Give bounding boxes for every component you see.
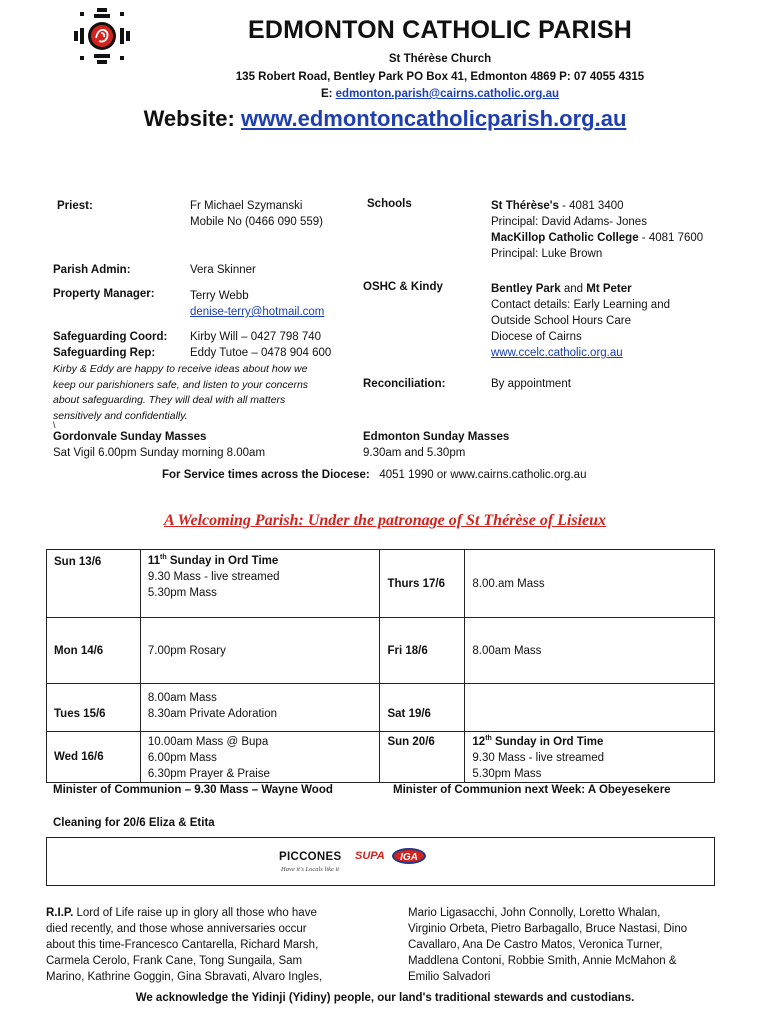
website-line: [0, 106, 770, 132]
school1-phone: - 4081 3400: [558, 200, 624, 212]
day-sun-20: Sun 20/6: [380, 732, 465, 783]
rip-left-column: R.I.P. Lord of Life raise up in glory all those who have died recently, and those whose anniversaries occur about this time-Francesco Cantarella, Richard Marsh, Carmela Cerolo, Frank Cane, Tong Sungaila, Sam Marino, Kathrine Goggin, Gina Sbravati, Alvaro Ingles,: [46, 907, 323, 983]
sat19-details: [465, 684, 715, 732]
table-row: [47, 732, 715, 783]
day-thurs-17: Thurs 17/6: [380, 550, 465, 618]
parish-email-line: [0, 88, 770, 100]
parish-title: EDMONTON CATHOLIC PARISH: [248, 16, 632, 44]
priest-label: Priest:: [57, 200, 93, 212]
edmonton-masses-label: Edmonton Sunday Masses: [363, 431, 510, 443]
mon14-details: 7.00pm Rosary: [140, 618, 380, 684]
iga-badge-icon: IGA: [392, 848, 426, 864]
manager-email-link[interactable]: denise-terry@hotmail.com: [190, 306, 325, 318]
fri18-details: 8.00am Mass: [465, 618, 715, 684]
school1-name: St Thérèse's: [491, 200, 559, 212]
table-row: [47, 618, 715, 684]
sun13-details: 11th Sunday in Ord Time 9.30 Mass - live streamed 5.30pm Mass: [140, 550, 380, 618]
oshc-bentley: Bentley Park: [491, 283, 561, 295]
oshc-line4: Diocese of Cairns: [491, 331, 582, 343]
day-wed-16: Wed 16/6: [47, 732, 141, 783]
school2-principal: Principal: Luke Brown: [491, 248, 603, 260]
safe-rep-label: Safeguarding Rep:: [53, 347, 156, 359]
tues15-details: 8.00am Mass 8.30am Private Adoration: [140, 684, 380, 732]
oshc-label: OSHC & Kindy: [363, 281, 443, 293]
safe-coord: Kirby Will – 0427 798 740: [190, 331, 322, 343]
oshc-line3: Outside School Hours Care: [491, 315, 631, 327]
safe-coord-label: Safeguarding Coord:: [53, 331, 168, 343]
admin-label: Parish Admin:: [53, 264, 131, 276]
oshc-mt-peter: Mt Peter: [586, 283, 632, 295]
day-tues-15: Tues 15/6: [47, 684, 141, 732]
gordonvale-times: Sat Vigil 6.00pm Sunday morning 8.00am: [53, 447, 266, 459]
gordonvale-label: Gordonvale Sunday Masses: [53, 431, 207, 443]
sponsor-name: PICCONES: [279, 851, 342, 863]
rip-label: R.I.P.: [46, 907, 74, 919]
ccelc-link[interactable]: www.ccelc.catholic.org.au: [491, 347, 623, 359]
stray-mark: \: [53, 420, 56, 430]
day-mon-14: Mon 14/6: [47, 618, 141, 684]
school2-phone: - 4081 7600: [638, 232, 704, 244]
rip-right-column: Mario Ligasacchi, John Connolly, Loretto Whalan, Virginio Orbeta, Pietro Barbagallo, Bruce Nastasi, Dino Cavallaro, Ana De Castro Matos, Veronica Turner, Maddlena Contoni, Robbie Smith, Annie McMahon & Emilio Salvadori: [408, 907, 688, 983]
manager-label: Property Manager:: [53, 288, 155, 300]
website-label: Website:: [143, 106, 235, 131]
reconciliation-value: By appointment: [491, 378, 571, 390]
church-name: St Thérèse Church: [388, 53, 492, 65]
piccones-iga-logo: [279, 848, 479, 878]
oshc-line2: Contact details: Early Learning and: [491, 299, 670, 311]
minister-this-week: Minister of Communion – 9.30 Mass – Wayne Wood: [53, 784, 333, 796]
diocese-line: [162, 469, 586, 481]
table-row: [47, 684, 715, 732]
minister-next-week: Minister of Communion next Week: A Obeyesekere: [393, 784, 671, 796]
day-sun-13: Sun 13/6: [47, 550, 141, 618]
table-row: [47, 550, 715, 618]
wed16-details: 10.00am Mass @ Bupa 6.00pm Mass 6.30pm Prayer & Praise: [140, 732, 380, 783]
sun20-details: 12th Sunday in Ord Time 9.30 Mass - live streamed 5.30pm Mass: [465, 732, 715, 783]
sponsor-tagline: Have it's Locals like it: [281, 866, 340, 873]
edmonton-masses-times: 9.30am and 5.30pm: [363, 447, 466, 459]
thurs17-details: 8.00.am Mass: [465, 550, 715, 618]
schools-label: Schools: [367, 198, 412, 210]
website-link[interactable]: www.edmontoncatholicparish.org.au: [240, 106, 627, 131]
priest-name: Fr Michael Szymanski: [190, 200, 303, 212]
safeguarding-note: Kirby & Eddy are happy to receive ideas about how we keep our parishioners safe, and listen to your concerns about safeguarding. They will deal with all matters sensitively and confidentially.: [53, 363, 309, 422]
safe-rep: Eddy Tutoe – 0478 904 600: [190, 347, 332, 359]
email-label: E:: [320, 88, 333, 100]
school2-name: MacKillop Catholic College: [491, 232, 639, 244]
day-fri-18: Fri 18/6: [380, 618, 465, 684]
day-sat-19: Sat 19/6: [380, 684, 465, 732]
acknowledgement: We acknowledge the Yidinji (Yidiny) people, our land's traditional stewards and custodians.: [135, 992, 635, 1004]
cleaning-roster: Cleaning for 20/6 Eliza & Etita: [53, 817, 215, 829]
diocese-value: 4051 1990 or www.cairns.catholic.org.au: [379, 469, 587, 481]
admin-name: Vera Skinner: [190, 264, 256, 276]
parish-address: 135 Robert Road, Bentley Park PO Box 41, Edmonton 4869 P: 07 4055 4315: [235, 71, 645, 83]
mass-schedule-table: [46, 549, 715, 783]
welcome-heading: A Welcoming Parish: Under the patronage of St Thérèse of Lisieux: [163, 512, 607, 529]
diocese-label: For Service times across the Diocese:: [162, 469, 370, 481]
sponsor-supa: SUPA: [355, 850, 385, 862]
manager-name: Terry Webb: [190, 290, 249, 302]
school1-principal: Principal: David Adams- Jones: [491, 216, 647, 228]
reconciliation-label: Reconciliation:: [363, 378, 446, 390]
parish-email-link[interactable]: edmonton.parish@cairns.catholic.org.au: [335, 88, 560, 100]
sponsor-box: [46, 837, 715, 886]
priest-mobile: Mobile No (0466 090 559): [190, 216, 323, 228]
